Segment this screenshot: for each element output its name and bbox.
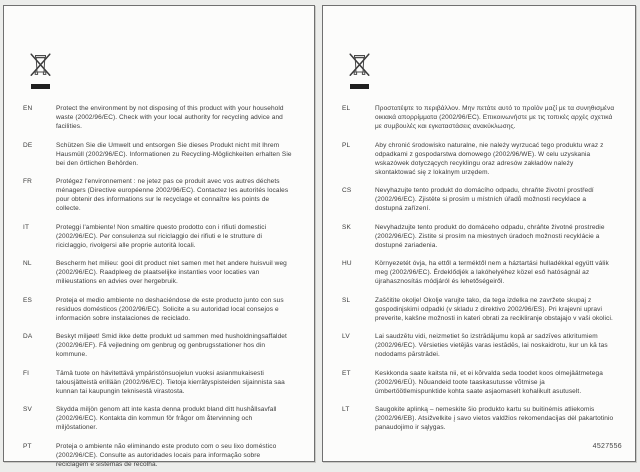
language-entries-right — [342, 104, 625, 432]
part-number: 4527556 — [592, 443, 622, 450]
language-notice-text: Προστατέψτε το περιβάλλον. Μην πετάτε αυτό το προϊόν μαζί με τα συνηθισμένα οικιακά απορρίμματα (2002/96/EC). Επικοινωνήστε με τις τοπικές αρχές σχετικά με συμβουλές και εγκαταστάσεις ανακύκλωσης. — [375, 105, 615, 130]
language-code: EL — [342, 105, 351, 112]
language-code: SL — [342, 296, 351, 304]
language-notice-text: Tämä tuote on hävitettävä ympäristönsuojelun vuoksi asianmukaisesti talousjätteistä erillään (2002/96/EC). Tietoja kierrätyspisteiden sijainnista saa kunnan tai kaupungin teknisestä virastosta. — [56, 369, 285, 395]
language-notice-text: Proteggi l'ambiente! Non smaltire questo prodotto con i rifiuti domestici (2002/96/EC). Per consulenza sul riciclaggio dei rifiuti e le strutture di riciclaggio, rivolgersi alle proprie autorità locali. — [56, 223, 267, 249]
weee-crossed-out-wheeled-bin-icon — [349, 53, 371, 89]
language-entry — [342, 332, 625, 359]
language-code: EN — [23, 105, 33, 112]
language-notice-text: Protégez l'environnement : ne jetez pas ce produit avec vos autres déchets ménagers (Directive européenne 2002/96/EC). Contactez les autorités locales pour obtenir des informations sur le recyclage et connaître les points de collecte. — [56, 178, 289, 212]
language-code: SK — [342, 223, 352, 231]
language-code: PL — [342, 141, 351, 149]
language-notice-text: Proteja o ambiente não eliminando este produto com o seu lixo doméstico (2002/96/CE). Consulte as autoridades locais para informação sobre reciclagem e sistemas de recolha. — [56, 442, 277, 468]
language-entry — [23, 296, 304, 323]
language-code: FR — [23, 178, 33, 185]
left-panel — [3, 5, 315, 468]
language-entry — [23, 332, 304, 359]
language-notice-text: Skydda miljön genom att inte kasta denna produkt bland ditt hushållsavfall (2002/96/EC). Kontakta din kommun för frågor om återvinning och miljöstationer. — [56, 406, 277, 431]
language-entry — [342, 104, 625, 131]
language-code: IT — [23, 223, 30, 231]
language-code: LV — [342, 333, 350, 340]
language-code: LT — [342, 406, 350, 413]
language-entry — [23, 141, 304, 168]
language-entry — [342, 405, 625, 432]
language-code: DE — [23, 141, 33, 149]
language-entry — [23, 259, 304, 286]
language-code: NL — [23, 260, 32, 267]
language-code: SV — [23, 406, 33, 413]
language-notice-text: Schützen Sie die Umwelt und entsorgen Sie dieses Produkt nicht mit Ihrem Hausmüll (2002/96/EC). Informationen zu Recycling-Möglichkeiten erhalten Sie bei den örtlichen Behörden. — [56, 141, 292, 167]
language-code: FI — [23, 369, 30, 377]
language-entry — [23, 223, 304, 250]
language-notice-text: Beskyt miljøet! Smid ikke dette produkt ud sammen med husholdningsaffaldet (2002/96/EF). Få vejledning om genbrug og genbrugsstationer hos din kommune. — [56, 333, 287, 358]
weee-black-bar — [31, 84, 50, 89]
language-notice-text: Nevyhadzujte tento produkt do domáceho odpadu, chráňte životné prostredie (2002/96/EC). Zistite si prosím na miestnych úradoch možnosti recyklácie a dostupné zariadenia. — [375, 223, 605, 249]
language-entry — [342, 259, 625, 286]
language-code: ET — [342, 369, 351, 377]
language-entry — [23, 177, 304, 213]
language-entry — [23, 405, 304, 432]
language-code: DA — [23, 333, 33, 340]
language-notice-text: Lai saudzētu vidi, neizmetiet šo izstrādājumu kopā ar sadzīves atkritumiem (2002/96/EC). Vērsieties vietējās varas iestādēs, lai noskaidrotu, kur un kā tas nododams pārstrādei. — [375, 333, 608, 358]
weee-black-bar — [350, 84, 369, 89]
language-entry — [342, 369, 625, 396]
language-code: CS — [342, 187, 352, 194]
language-entry — [342, 141, 625, 177]
language-entry — [23, 369, 304, 396]
language-entry — [23, 442, 304, 469]
language-notice-text: Proteja el medio ambiente no deshaciéndose de este producto junto con sus residuos domésticos (2002/96/EC). Solicite a su autoridad local consejos e información sobre instalaciones de reciclado. — [56, 296, 284, 322]
weee-crossed-out-wheeled-bin-icon — [30, 53, 52, 89]
language-notice-text: Zaščitite okolje! Okolje varujte tako, da tega izdelka ne zavržete skupaj z gospodinjskimi odpadki (v skladu z direktivo 2002/96/ES). Pri krajevni upravi preverite, kakšne možnosti in kateri obrati za recikliranje obstajajo v vaši okolici. — [375, 296, 613, 322]
language-code: HU — [342, 260, 352, 267]
language-entry — [342, 186, 625, 213]
language-notice-text: Aby chronić środowisko naturalne, nie należy wyrzucać tego produktu wraz z odpadkami z gospodarstwa domowego (2002/96/WE). W celu uzyskania wskazówek dotyczących recyklingu oraz adresów zakładów należy skontaktować się z lokalnym urzędem. — [375, 141, 604, 176]
language-notice-text: Protect the environment by not disposing of this product with your household waste (2002/96/EC). Check with your local authority for recycling advice and facilities. — [56, 105, 284, 130]
right-panel — [322, 5, 636, 462]
language-code: PT — [23, 442, 32, 450]
crossed-out-bin-glyph — [349, 53, 370, 77]
language-entry — [342, 296, 625, 323]
language-code: ES — [23, 296, 33, 304]
language-notice-text: Bescherm het milieu: gooi dit product niet samen met het andere huisvuil weg (2002/96/EC). Raadpleeg de plaatselijke instanties voor locaties van milieustations en advies over hergebruik. — [56, 260, 287, 285]
language-notice-text: Környezetét óvja, ha ettől a terméktől nem a háztartási hulladékkal együtt válik meg (2002/96/EC). Érdeklődjék a lakóhelyéhez közel eső hatóságnál az újrahasznosítás módjáról és lehetőségeiről. — [375, 260, 609, 285]
language-entries-left — [23, 104, 304, 469]
language-entry — [342, 223, 625, 250]
crossed-out-bin-glyph — [30, 53, 51, 77]
language-notice-text: Nevyhazujte tento produkt do domácího odpadu, chraňte životní prostředí (2002/96/EC). Zjistěte si prosím u místních úřadů možnosti recyklace a dostupná zařízení. — [375, 187, 594, 212]
language-entry — [23, 104, 304, 131]
language-notice-text: Keskkonda saate kaitsta nii, et ei kõrvalda seda toodet koos olmejäätmetega (2002/96/EÜ). Nõuandeid toote taaskasutusse võtmise ja ümbertöötlemispunktide kohta saate asjaomaselt kohalikult asutuselt. — [375, 369, 603, 395]
language-notice-text: Saugokite aplinką – nemeskite šio produkto kartu su buitinėmis atliekomis (2002/96/EB). Atsižvelkite į savo vietos valdžios rekomendacijas dėl pakartotinio panaudojimo ir sąlygas. — [375, 406, 614, 431]
